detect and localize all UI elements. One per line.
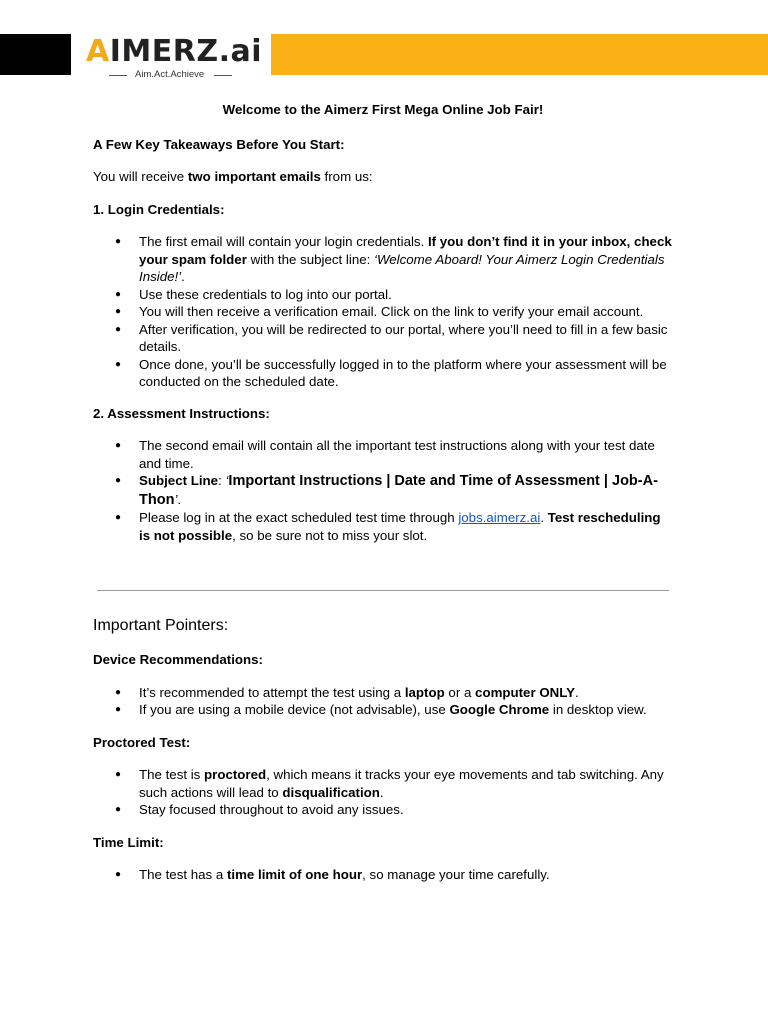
page-title: Welcome to the Aimerz First Mega Online Job Fair! bbox=[222, 102, 544, 117]
assessment-list bbox=[93, 437, 673, 544]
item-bold: proctored bbox=[204, 767, 267, 782]
header-black-bar bbox=[0, 34, 71, 75]
takeaways-heading: A Few Key Takeaways Before You Start: bbox=[93, 136, 345, 152]
item-text: with the subject line: bbox=[246, 251, 375, 267]
item-text: or a bbox=[444, 684, 476, 700]
item-text: The test has a bbox=[139, 867, 227, 882]
item-text: The first email will contain your login credentials. bbox=[139, 234, 428, 249]
time-limit-list bbox=[93, 866, 673, 884]
list-item bbox=[93, 684, 673, 702]
list-item bbox=[93, 472, 673, 509]
item-text: It’s recommended to attempt the test using a bbox=[139, 684, 405, 700]
list-item bbox=[93, 509, 673, 544]
item-text: . bbox=[177, 491, 182, 507]
list-item: ● Use these credentials to log into our portal. bbox=[93, 286, 673, 304]
logo-tagline bbox=[84, 68, 262, 82]
intro-text-end: from us: bbox=[320, 169, 373, 184]
item-text: : bbox=[218, 473, 226, 488]
logo-letter-a: A bbox=[86, 34, 110, 69]
list-item bbox=[93, 233, 673, 286]
item-text: , which means it tracks your eye movements and tab switching. Any such actions will lead to bbox=[139, 767, 664, 800]
aimerz-logo bbox=[84, 34, 262, 84]
item-bold: If you don’t find it in your inbox, check your spam folder bbox=[139, 234, 672, 267]
document-body bbox=[93, 101, 673, 544]
intro-text: You will receive bbox=[93, 169, 188, 184]
time-limit-heading: Time Limit: bbox=[93, 834, 164, 850]
item-text: . bbox=[540, 510, 548, 525]
item-bold: Google Chrome bbox=[449, 702, 550, 717]
device-heading: Device Recommendations: bbox=[93, 652, 263, 667]
pointers-section bbox=[93, 616, 673, 884]
proctored-list bbox=[93, 766, 673, 819]
quote-mark: ‘ bbox=[225, 473, 229, 488]
jobs-portal-link[interactable]: jobs.aimerz.ai bbox=[458, 510, 541, 525]
item-bold: time limit of one hour bbox=[226, 867, 363, 882]
assessment-heading: 2. Assessment Instructions: bbox=[93, 405, 270, 421]
item-bold: computer ONLY bbox=[475, 684, 576, 700]
proctored-heading: Proctored Test: bbox=[93, 734, 191, 750]
item-italic: ‘Welcome Aboard! Your Aimerz Login Credentials Inside!’ bbox=[139, 251, 665, 284]
section-divider bbox=[97, 590, 669, 591]
item-bold: laptop bbox=[404, 684, 445, 700]
item-text: . bbox=[181, 269, 185, 284]
subject-line-label: Subject Line bbox=[139, 473, 219, 488]
login-list bbox=[93, 233, 673, 391]
list-item: ● After verification, you will be redirected to our portal, where you’ll need to fill in a few basic details. bbox=[93, 321, 673, 356]
pointers-heading: Important Pointers: bbox=[93, 617, 229, 634]
list-item bbox=[93, 766, 673, 801]
device-list bbox=[93, 684, 673, 719]
list-item: ● Stay focused throughout to avoid any issues. bbox=[93, 801, 673, 819]
item-text: , so manage your time carefully. bbox=[362, 867, 550, 882]
tagline-text: Aim.Act.Achieve bbox=[135, 69, 205, 80]
tagline-right-rule bbox=[214, 75, 232, 76]
intro-paragraph bbox=[93, 168, 673, 186]
item-text: Please log in at the exact scheduled test time through bbox=[139, 510, 459, 525]
login-heading: 1. Login Credentials: bbox=[93, 201, 225, 217]
logo-wordmark bbox=[86, 34, 262, 70]
item-text: , so be sure not to miss your slot. bbox=[232, 527, 428, 543]
list-item bbox=[93, 866, 673, 884]
logo-letter-i: I bbox=[109, 34, 122, 69]
logo-letters-merz: MERZ.ai bbox=[121, 34, 263, 69]
quote-mark: ’ bbox=[174, 491, 178, 507]
item-text: in desktop view. bbox=[549, 702, 647, 717]
list-item: ● Once done, you’ll be successfully logged in to the platform where your assessment will be conducted on the scheduled date. bbox=[93, 356, 673, 391]
tagline-left-rule bbox=[109, 75, 127, 76]
item-text: The test is bbox=[139, 767, 205, 782]
item-bold: disqualification bbox=[282, 784, 380, 800]
list-item: ● The second email will contain all the important test instructions along with your test date and time. bbox=[93, 437, 673, 472]
item-text: . bbox=[379, 784, 384, 800]
intro-bold: two important emails bbox=[187, 169, 321, 184]
item-text: If you are using a mobile device (not advisable), use bbox=[139, 702, 450, 717]
list-item: ● You will then receive a verification email. Click on the link to verify your email account. bbox=[93, 303, 673, 321]
item-bold: Test rescheduling is not possible bbox=[139, 510, 661, 543]
subject-line-value: Important Instructions | Date and Time of Assessment | Job-A-Thon bbox=[139, 473, 658, 508]
item-text: . bbox=[575, 684, 579, 700]
list-item bbox=[93, 701, 673, 719]
header-yellow-bar bbox=[271, 34, 768, 75]
